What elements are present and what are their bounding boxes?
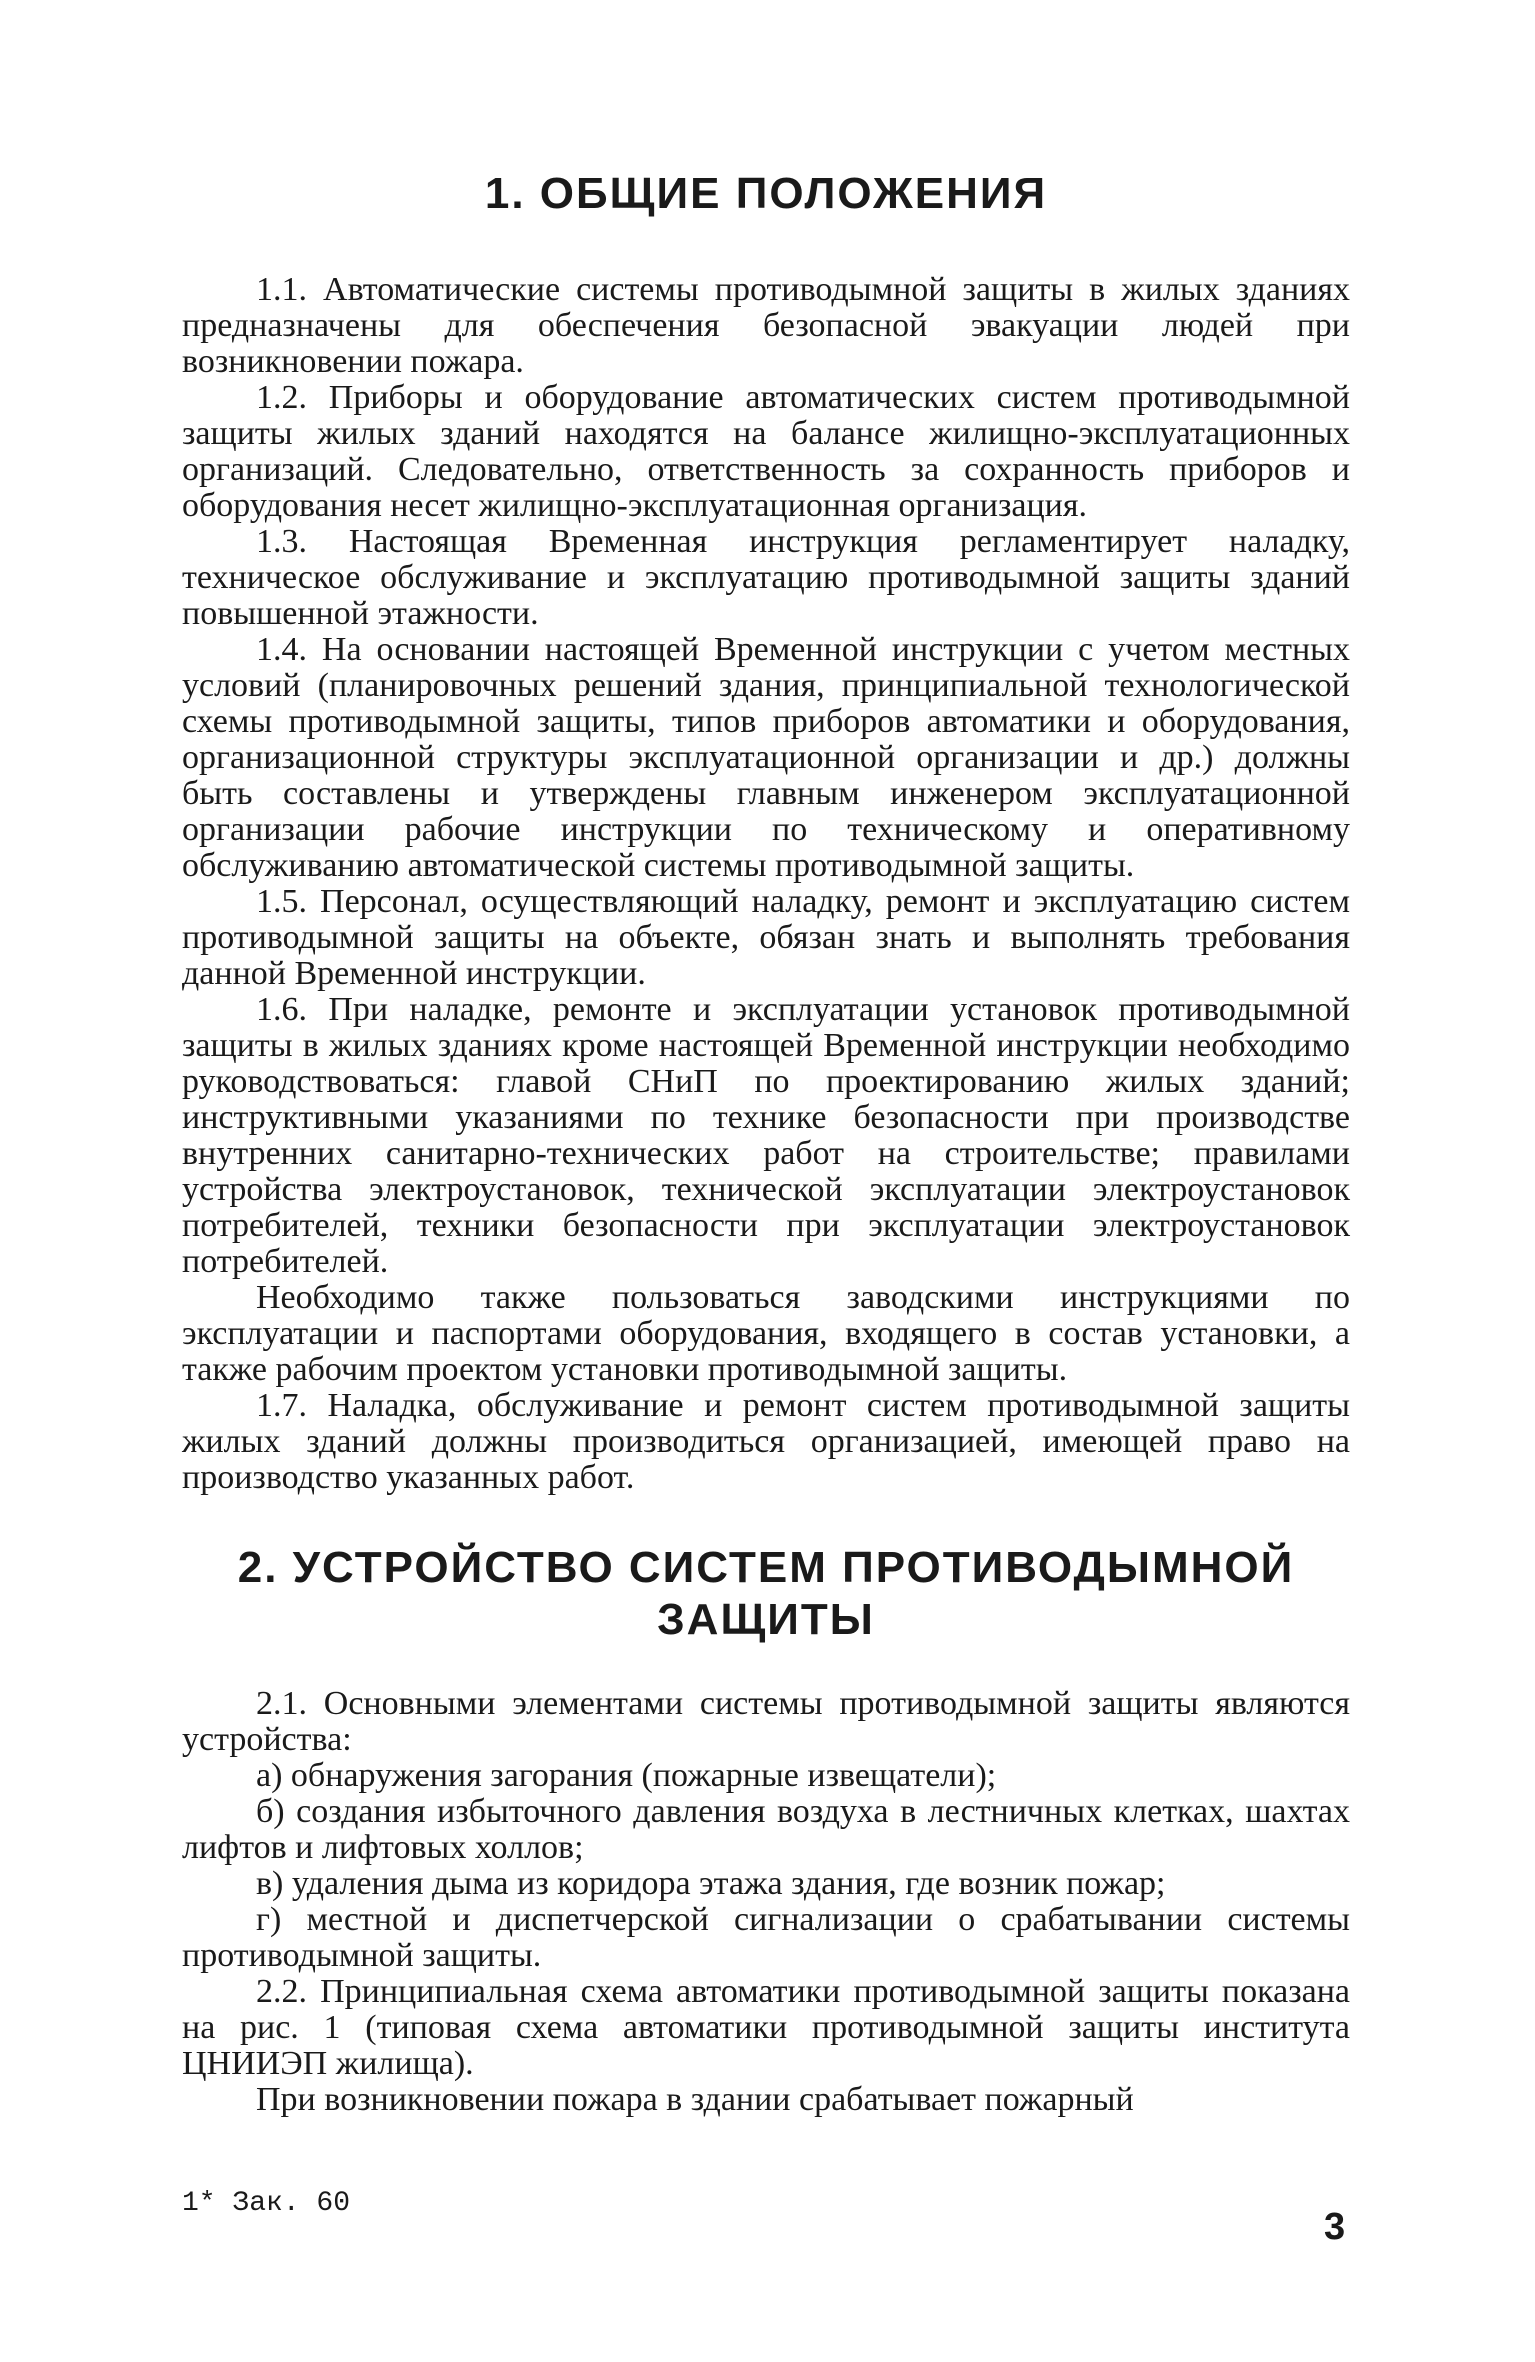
section-2-title-line-2: ЗАЩИТЫ xyxy=(657,1595,875,1644)
paragraph-1-3: 1.3. Настоящая Временная инструкция регламентирует наладку, техническое обслуживание и эксплуатацию противодымной защиты зданий повышенной этажности. xyxy=(182,523,1350,632)
paragraph-1-5: 1.5. Персонал, осуществляющий наладку, ремонт и эксплуатацию систем противодымной защиты на объекте, обязан знать и выполнять требования данной Временной инструкции. xyxy=(182,883,1350,992)
section-2-title xyxy=(182,1542,1350,1646)
page-number: 3 xyxy=(1324,2206,1346,2248)
section-2-title-line-1: 2. УСТРОЙСТВО СИСТЕМ ПРОТИВОДЫМНОЙ xyxy=(237,1543,1295,1592)
paragraph-1-1: 1.1. Автоматические системы противодымной защиты в жилых зданиях предназначены для обеспечения безопасной эвакуации людей при возникновении пожара. xyxy=(182,271,1350,380)
list-item-g: г) местной и диспетчерской сигнализации о срабатывании системы противодымной защиты. xyxy=(182,1901,1350,1974)
paragraph-2-1: 2.1. Основными элементами системы противодымной защиты являются устройства: xyxy=(182,1685,1350,1758)
paragraph-1-2: 1.2. Приборы и оборудование автоматических систем противодымной защиты жилых зданий находятся на балансе жилищно-эксплуатационных организаций. Следовательно, ответственность за сохранность приборов и оборудования несет жилищно-эксплуатационная организация. xyxy=(182,379,1350,524)
section-1-title: 1. ОБЩИЕ ПОЛОЖЕНИЯ xyxy=(484,169,1048,218)
paragraph-1-7: 1.7. Наладка, обслуживание и ремонт систем противодымной защиты жилых зданий должны производиться организацией, имеющей право на производство указанных работ. xyxy=(182,1387,1350,1496)
order-number: 1* Зак. 60 xyxy=(182,2188,351,2219)
list-item-b: б) создания избыточного давления воздуха в лестничных клетках, шахтах лифтов и лифтовых холлов; xyxy=(182,1793,1350,1866)
paragraph-2-2-continuation: При возникновении пожара в здании срабатывает пожарный xyxy=(256,2081,1134,2118)
paragraph-1-4: 1.4. На основании настоящей Временной инструкции с учетом местных условий (планировочных решений здания, принципиальной технологической схемы противодымной защиты, типов приборов автоматики и оборудования, организационной структуры эксплуатационной организации и др.) должны быть составлены и утверждены главным инженером эксплуатационной организации рабочие инструкции по техническому и оперативному обслуживанию автоматической системы противодымной защиты. xyxy=(182,631,1350,884)
list-item-v: в) удаления дыма из коридора этажа здания, где возник пожар; xyxy=(256,1865,1166,1902)
page-content xyxy=(182,150,1350,2118)
list-item-a: а) обнаружения загорания (пожарные извещатели); xyxy=(256,1757,997,1794)
paragraph-1-6: 1.6. При наладке, ремонте и эксплуатации установок противодымной защиты в жилых зданиях кроме настоящей Временной инструкции необходимо руководствоваться: главой СНиП по проектированию жилых зданий; инструктивными указаниями по технике безопасности при производстве внутренних санитарно-технических работ на строительстве; правилами устройства электроустановок, технической эксплуатации электроустановок потребителей, техники безопасности при эксплуатации электроустановок потребителей. xyxy=(182,991,1350,1280)
paragraph-2-2: 2.2. Принципиальная схема автоматики противодымной защиты показана на рис. 1 (типовая схема автоматики противодымной защиты института ЦНИИЭП жилища). xyxy=(182,1973,1350,2082)
paragraph-1-6-note: Необходимо также пользоваться заводскими инструкциями по эксплуатации и паспортами оборудования, входящего в состав установки, а также рабочим проектом установки противодымной защиты. xyxy=(182,1279,1350,1388)
